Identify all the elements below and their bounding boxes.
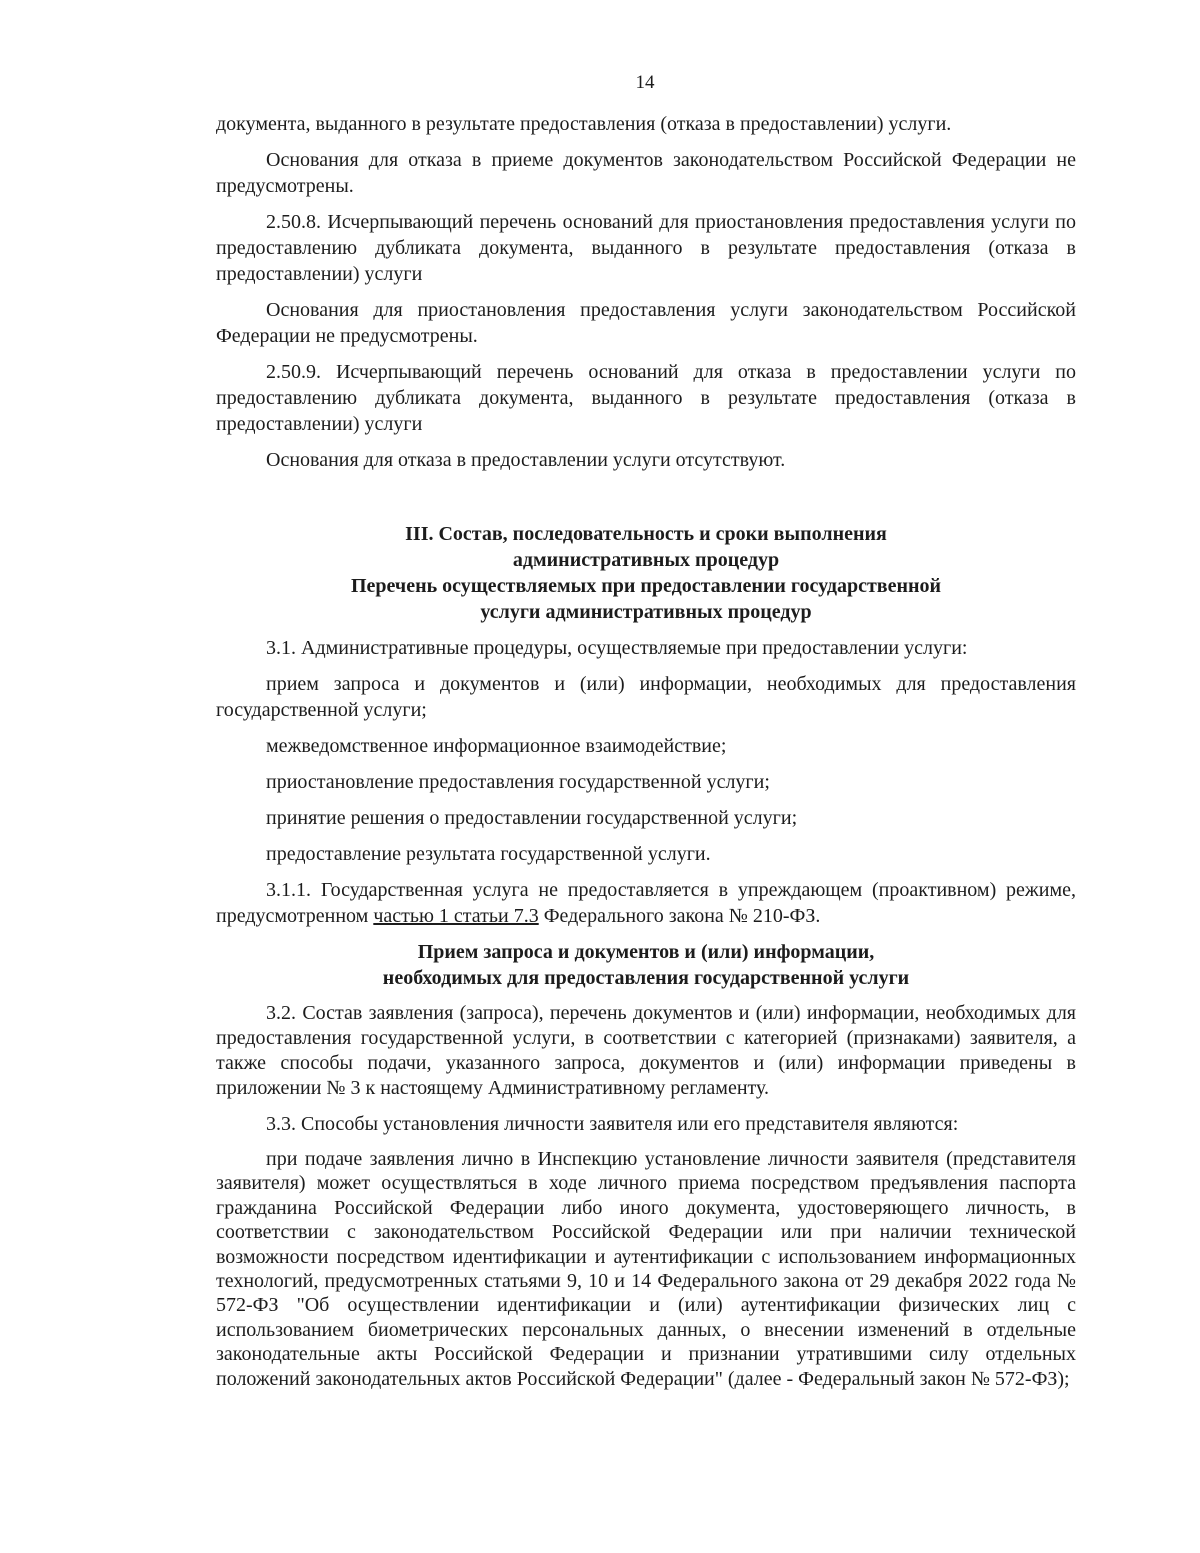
section-spacer — [216, 483, 1076, 521]
paragraph: 2.50.9. Исчерпывающий перечень оснований для отказа в предоставлении услуги по предоставлению дубликата документа, выданного в результате предоставления (отказа в предоставлении) услуги — [216, 361, 1076, 435]
law-reference-link[interactable]: частью 1 статьи 7.3 — [373, 905, 539, 927]
paragraph-text: 3.1.1. Государственная услуга не предоставляется в упреждающем (проактивном) режиме, предусмотренном — [216, 879, 1076, 927]
paragraph-3-1-1 — [216, 877, 1076, 929]
paragraph: Основания для приостановления предоставления услуги законодательством Российской Федерации не предусмотрены. — [216, 299, 1076, 347]
paragraph: Основания для отказа в предоставлении услуги отсутствуют. — [266, 449, 786, 471]
paragraph: Основания для отказа в приеме документов законодательством Российской Федерации не предусмотрены. — [216, 149, 1076, 197]
paragraph: 3.1. Административные процедуры, осуществляемые при предоставлении услуги: — [266, 637, 968, 659]
paragraph: прием запроса и документов и (или) информации, необходимых для предоставления государственной услуги; — [216, 673, 1076, 721]
section-heading-line: административных процедур — [512, 549, 780, 571]
subsection-heading-line: Прием запроса и документов и (или) информации, — [417, 941, 875, 963]
page-number: 14 — [635, 72, 655, 93]
paragraph: при подаче заявления лично в Инспекцию установление личности заявителя (представителя заявителя) может осуществляться в ходе личного приема посредством предъявления паспорта гражданина Российской Федерации либо иного документа, удостоверяющего личность, в соответствии с законодательством Российской Федерации или при наличии технической возможности посредством идентификации и аутентификации с использованием информационных технологий, предусмотренных статьями 9, 10 и 14 Федерального закона от 29 декабря 2022 года № 572-ФЗ "Об осуществлении идентификации и (или) аутентификации физических лиц с использованием биометрических персональных данных, о внесении изменений в отдельные законодательные акты Российской Федерации и признании утратившими силу отдельных положений законодательных актов Российской Федерации" (далее - Федеральный закон № 572-ФЗ); — [216, 1148, 1076, 1390]
paragraph: документа, выданного в результате предоставления (отказа в предоставлении) услуги. — [216, 113, 952, 135]
paragraph: принятие решения о предоставлении государственной услуги; — [266, 807, 798, 829]
paragraph: межведомственное информационное взаимодействие; — [266, 735, 727, 757]
paragraph: 3.3. Способы установления личности заявителя или его представителя являются: — [266, 1113, 959, 1135]
subsection-heading-line: необходимых для предоставления государственной услуги — [382, 967, 910, 989]
section-heading-line: III. Состав, последовательность и сроки выполнения — [405, 523, 887, 545]
section-heading — [216, 521, 1076, 625]
document-body — [216, 111, 1076, 1391]
paragraph: 2.50.8. Исчерпывающий перечень оснований для приостановления предоставления услуги по предоставлению дубликата документа, выданного в результате предоставления (отказа в предоставлении) услуги — [216, 211, 1076, 285]
paragraph: предоставление результата государственной услуги. — [266, 843, 711, 865]
section-heading-line: Перечень осуществляемых при предоставлении государственной — [350, 575, 942, 597]
subsection-heading — [216, 939, 1076, 991]
section-heading-line: услуги административных процедур — [480, 601, 812, 623]
paragraph-text: Федерального закона № 210-ФЗ. — [538, 905, 821, 927]
paragraph: 3.2. Состав заявления (запроса), перечень документов и (или) информации, необходимых для предоставления государственной услуги, в соответствии с категорией (признаками) заявителя, а также способы подачи, указанного запроса, документов и (или) информации приведены в приложении № 3 к настоящему Административному регламенту. — [216, 1002, 1076, 1099]
paragraph: приостановление предоставления государственной услуги; — [266, 771, 770, 793]
